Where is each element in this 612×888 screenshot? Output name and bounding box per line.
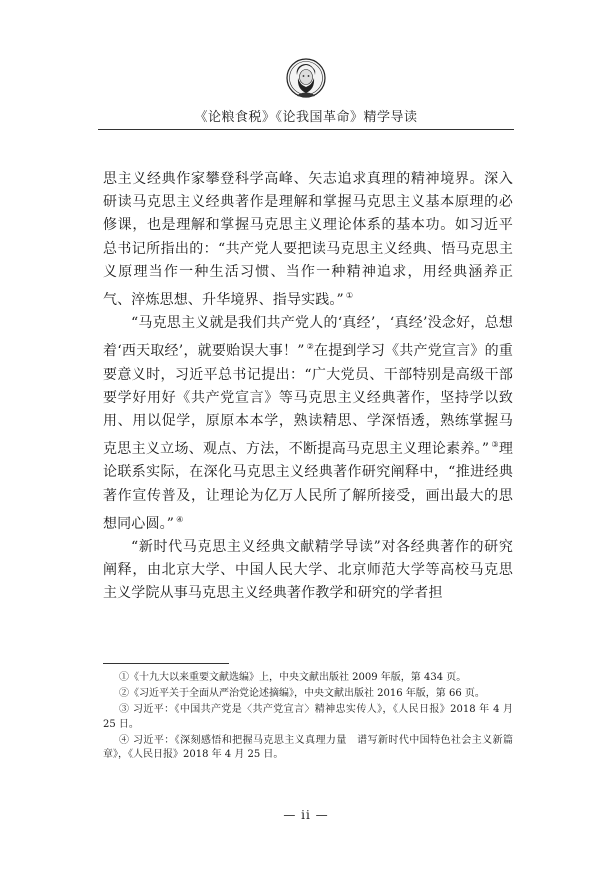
footnote-1: ①《十九大以来重要文献选编》上，中央文献出版社 2009 年版，第 434 页。	[119, 672, 467, 683]
body-text	[103, 168, 513, 606]
paragraph-2: “马克思主义就是我们共产党人的‘真经’，‘真经’没念好，总想着‘西天取经’，就要贻误大事！” ②在提到学习《共产党宣言》的重要意义时，习近平总书记提出：“广大党员、干部特别是高级干部要学好用好《共产党宣言》等马克思主义经典著作，坚持学以致用、用以促学，原原本本学，熟读精思、学深悟透，熟练掌握马克思主义立场、观点、方法，不断提高马克思主义理论素养。” ③理论联系实际，在深化马克思主义经典著作研究阐释中，“推进经典著作宣传普及，让理论为亿万人民所了解所接受，画出最大的思想同心圆。” ④	[103, 315, 513, 532]
footnotes	[103, 671, 513, 764]
footnote-rule	[103, 663, 229, 664]
footnote-ref[interactable]: ①	[345, 291, 354, 301]
paragraph-1: 思主义经典作家攀登科学高峰、矢志追求真理的精神境界。深入研读马克思主义经典著作是理解和掌握马克思主义基本原理的必修课，也是理解和掌握马克思主义理论体系的基本功。如习近平总书记所指出的：“共产党人要把读马克思主义经典、悟马克思主义原理当作一种生活习惯、当作一种精神追求，用经典涵养正气、淬炼思想、升华境界、指导实践。” ①	[103, 171, 513, 309]
footnote-2: ②《习近平关于全面从严治党论述摘编》，中央文献出版社 2016 年版，第 66 页。	[119, 688, 485, 700]
footnote-ref[interactable]: ③	[491, 440, 499, 450]
header-rule	[98, 129, 514, 130]
page-number: — ii —	[283, 808, 329, 822]
footnote-ref[interactable]: ②	[306, 342, 314, 352]
paragraph-3: “新时代马克思主义经典文献精学导读”对各经典著作的研究阐释，由北京大学、中国人民大学、北京师范大学等高校马克思主义学院从事马克思主义经典著作教学和研究的学者担	[103, 539, 513, 602]
running-title: 《论粮食税》《论我国革命》精学导读	[194, 110, 418, 125]
footnote-3: ③ 习近平：《中国共产党是〈共产党宣言〉精神忠实传人》，《人民日报》2018 年 4 月 25 日。	[103, 704, 513, 730]
portrait-emblem-icon	[286, 58, 326, 98]
footnote-4: ④ 习近平：《深刻感悟和把握马克思主义真理力量 谱写新时代中国特色社会主义新篇章》，《人民日报》2018 年 4 月 25 日。	[103, 734, 513, 761]
footnote-ref[interactable]: ④	[176, 514, 184, 524]
